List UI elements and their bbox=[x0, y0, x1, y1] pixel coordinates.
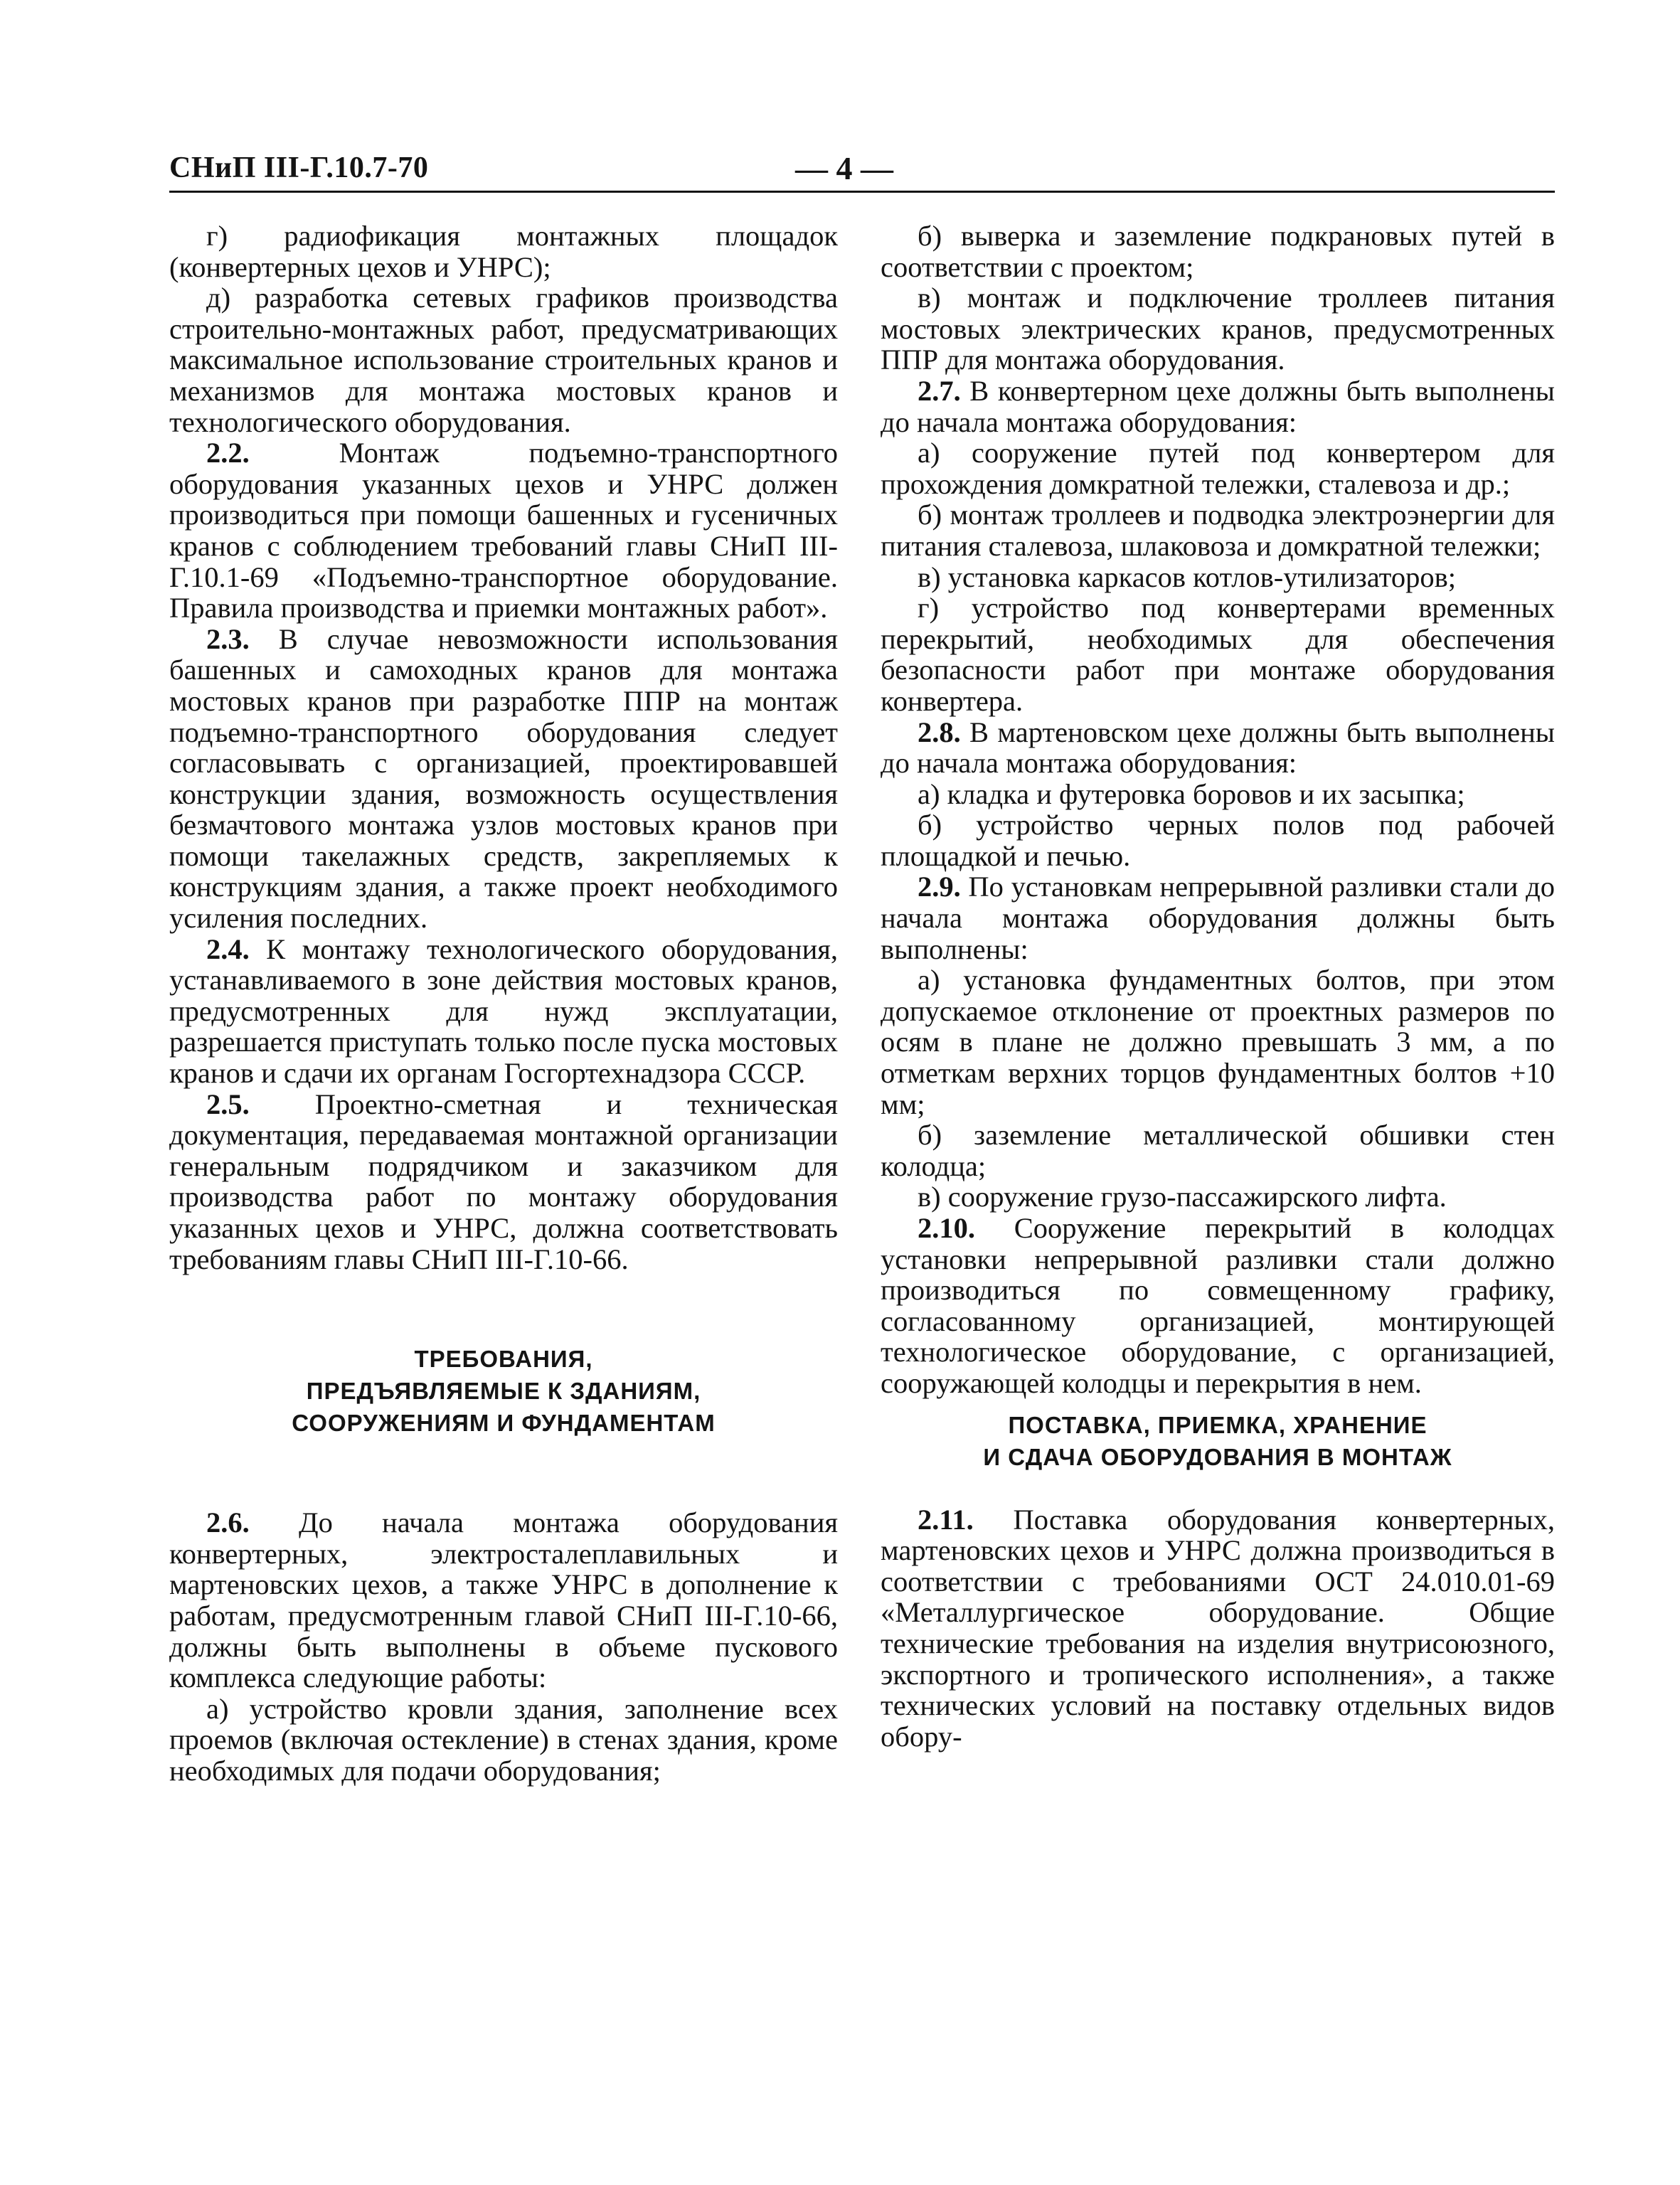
heading-line: ТРЕБОВАНИЯ, bbox=[414, 1346, 593, 1373]
section-2-7 bbox=[881, 376, 1555, 437]
section-text: Поставка оборудования конвертерных, мартеновских цехов и УНРС должна производиться в соответствии с требованиями ОСТ 24.010.01-69 «Металлургическое оборудование. Общие технические требования на изделия внутрисоюзного, экспортного и тропического исполнения», а также технических условий на поставку отдельных видов обору- bbox=[881, 1503, 1555, 1753]
section-2-8 bbox=[881, 717, 1555, 779]
list-item: б) выверка и заземление подкрановых путей в соответствии с проектом; bbox=[881, 220, 1555, 283]
section-heading-requirements bbox=[169, 1343, 838, 1439]
section-2-11 bbox=[881, 1504, 1555, 1753]
heading-line: ПРЕДЪЯВЛЯЕМЫЕ К ЗДАНИЯМ, bbox=[306, 1378, 701, 1405]
section-text: До начала монтажа оборудования конвертерных, электросталеплавильных и мартеновских цехов, а также УНРС в дополнение к работам, предусмотренным главой СНиП III-Г.10-66, должны быть выполнены в объеме пускового комплекса следующие работы: bbox=[169, 1506, 838, 1694]
list-item: в) установка каркасов котлов-утилизаторов; bbox=[918, 560, 1456, 593]
section-number: 2.7. bbox=[918, 374, 961, 407]
document-code: СНиП III-Г.10.7-70 bbox=[169, 151, 429, 184]
section-text: В случае невозможности использования башенных и самоходных кранов для монтажа мостовых кранов при разработке ППР на монтаж подъемно-транспортного оборудования следует согласовывать с организацией, проектировавшей конструкции здания, возможность осуществления безмачтового монтажа узлов мостовых кранов при помощи такелажных средств, закрепляемых к конструкциям здания, а также проект необходимого усиления последних. bbox=[169, 622, 838, 935]
section-2-9 bbox=[881, 871, 1555, 964]
section-heading-delivery bbox=[881, 1409, 1555, 1473]
list-item: б) устройство черных полов под рабочей площадкой и печью. bbox=[881, 809, 1555, 872]
list-item: а) сооружение путей под конвертером для прохождения домкратной тележки, сталевоза и др.; bbox=[881, 437, 1555, 500]
list-item: б) заземление металлической обшивки стен колодца; bbox=[881, 1119, 1555, 1182]
section-2-4 bbox=[169, 934, 838, 1089]
section-text: В конвертерном цехе должны быть выполнены до начала монтажа оборудования: bbox=[881, 374, 1555, 438]
section-text: Сооружение перекрытий в колодцах установки непрерывной разливки стали должно производиться по совмещенному графику, согласованному организацией, монтирующей технологическое оборудование, с организацией, сооружающей колодцы и перекрытия в нем. bbox=[881, 1212, 1555, 1399]
list-item: г) устройство под конвертерами временных перекрытий, необходимых для обеспечения безопасности работ при монтаже оборудования конвертера. bbox=[881, 592, 1555, 717]
section-number: 2.6. bbox=[206, 1506, 250, 1539]
section-number: 2.9. bbox=[918, 871, 961, 903]
paragraph: г) радиофикация монтажных площадок (конвертерных цехов и УНРС); bbox=[169, 220, 838, 283]
page-header bbox=[169, 151, 1555, 193]
paragraph: д) разработка сетевых графиков производства строительно-монтажных работ, предусматривающих максимальное использование строительных кранов и механизмов для монтажа мостовых кранов и технологического оборудования. bbox=[169, 282, 838, 438]
page-number: — 4 — bbox=[795, 150, 893, 186]
header-rule bbox=[169, 191, 1555, 193]
heading-line: СООРУЖЕНИЯМ И ФУНДАМЕНТАМ bbox=[292, 1410, 716, 1437]
section-text: К монтажу технологического оборудования, устанавливаемого в зоне действия мостовых кранов, предусмотренных для нужд эксплуатации, разрешается приступать только после пуска мостовых кранов и сдачи их органам Госгортехнадзора СССР. bbox=[169, 932, 838, 1090]
heading-line: ПОСТАВКА, ПРИЕМКА, ХРАНЕНИЕ bbox=[1008, 1411, 1428, 1438]
section-2-2 bbox=[169, 437, 838, 624]
section-number: 2.8. bbox=[918, 716, 961, 748]
section-text: По установкам непрерывной разливки стали до начала монтажа оборудования должны быть выполнены: bbox=[881, 871, 1555, 965]
list-item: б) монтаж троллеев и подводка электроэнергии для питания сталевоза, шлаковоза и домкратной тележки; bbox=[881, 499, 1555, 562]
heading-line: И СДАЧА ОБОРУДОВАНИЯ В МОНТАЖ bbox=[983, 1443, 1452, 1470]
section-text: Проектно-сметная и техническая документация, передаваемая монтажной организации генеральным подрядчиком и заказчиком для производства работ по монтажу оборудования указанных цехов и УНРС, должна соответствовать требованиям главы СНиП III-Г.10-66. bbox=[169, 1088, 838, 1275]
list-item: а) кладка и футеровка боровов и их засыпка; bbox=[918, 777, 1465, 810]
section-number: 2.2. bbox=[206, 437, 250, 469]
list-item: а) устройство кровли здания, заполнение всех проемов (включая остекление) в стенах здания, кроме необходимых для подачи оборудования; bbox=[169, 1692, 838, 1787]
section-number: 2.3. bbox=[206, 622, 250, 655]
section-2-10 bbox=[881, 1213, 1555, 1399]
section-number: 2.11. bbox=[918, 1503, 974, 1536]
list-item: в) сооружение грузо-пассажирского лифта. bbox=[918, 1181, 1447, 1213]
section-2-5 bbox=[169, 1089, 838, 1275]
section-text: Монтаж подъемно-транспортного оборудования указанных цехов и УНРС должен производиться при помощи башенных и гусеничных кранов с соблюдением требований главы СНиП III-Г.10.1-69 «Подъемно-транспортное оборудование. Правила производства и приемки монтажных работ». bbox=[169, 437, 838, 624]
list-item: а) установка фундаментных болтов, при этом допускаемое отклонение от проектных размеров по осям в плане не должно превышать 3 мм, а по отметкам верхних торцов фундаментных болтов +10 мм; bbox=[881, 964, 1555, 1120]
section-number: 2.4. bbox=[206, 932, 250, 965]
right-column bbox=[881, 220, 1555, 1752]
section-number: 2.10. bbox=[918, 1212, 975, 1244]
section-number: 2.5. bbox=[206, 1088, 250, 1120]
list-item: в) монтаж и подключение троллеев питания мостовых электрических кранов, предусмотренных ППР для монтажа оборудования. bbox=[881, 282, 1555, 376]
section-2-6 bbox=[169, 1507, 838, 1694]
left-column bbox=[169, 220, 838, 1787]
section-text: В мартеновском цехе должны быть выполнены до начала монтажа оборудования: bbox=[881, 716, 1555, 780]
section-2-3 bbox=[169, 624, 838, 934]
